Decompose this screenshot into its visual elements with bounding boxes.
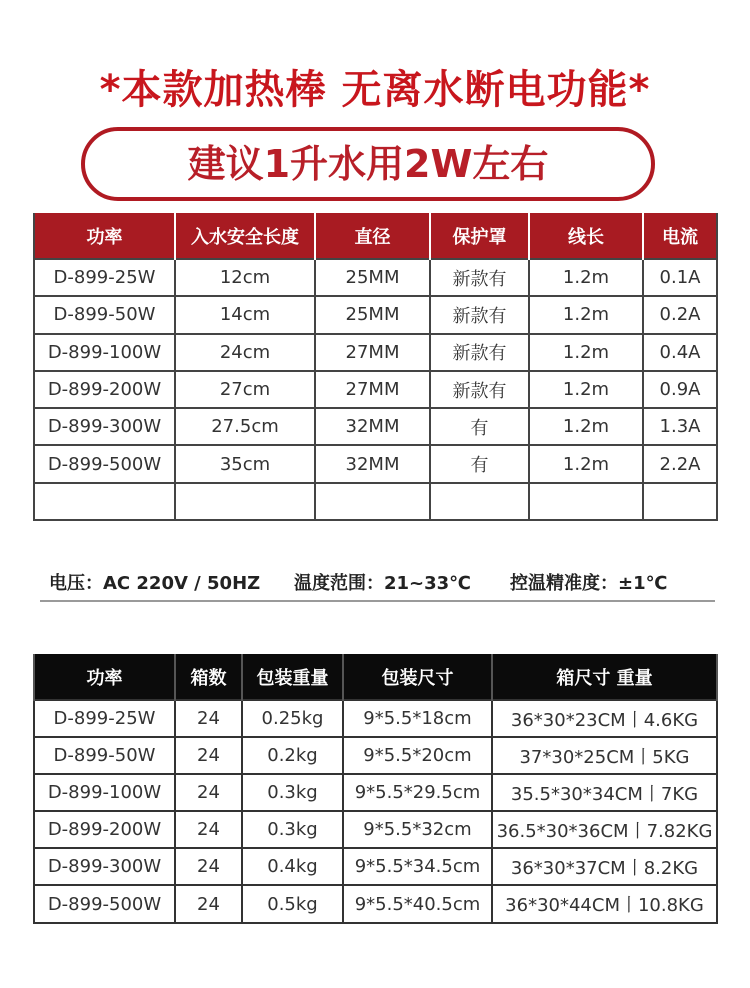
spec-table-row [34, 371, 717, 408]
spec-cell: 新款有 [430, 259, 529, 296]
packaging-cell: 0.4kg [242, 848, 343, 885]
spec-cell [175, 483, 315, 520]
headline-warning: *本款加热棒 无离水断电功能* [99, 67, 651, 113]
packaging-cell: 24 [175, 774, 242, 811]
spec-cell: 0.4A [643, 334, 717, 371]
packaging-cell: D-899-100W [34, 774, 175, 811]
packaging-cell: D-899-300W [34, 848, 175, 885]
packaging-table-row [34, 737, 717, 774]
spec-cell: D-899-500W [34, 445, 175, 482]
spec-table-row [34, 296, 717, 333]
spec-cell: 有 [430, 445, 529, 482]
spec-header-cell: 直径 [315, 213, 430, 259]
packaging-cell: 9*5.5*29.5cm [343, 774, 492, 811]
spec-table-row [34, 483, 717, 520]
spec-cell: D-899-100W [34, 334, 175, 371]
packaging-cell: D-899-25W [34, 700, 175, 737]
spec-cell: 32MM [315, 445, 430, 482]
packaging-cell: 36*30*23CM丨4.6KG [492, 700, 717, 737]
packaging-cell: 9*5.5*18cm [343, 700, 492, 737]
spec-cell: 12cm [175, 259, 315, 296]
packaging-cell: 9*5.5*32cm [343, 811, 492, 848]
spec-cell: D-899-300W [34, 408, 175, 445]
packaging-table-row [34, 774, 717, 811]
spec-cell: 24cm [175, 334, 315, 371]
spec-cell: 0.1A [643, 259, 717, 296]
spec-table-row [34, 408, 717, 445]
spec-cell: D-899-25W [34, 259, 175, 296]
packaging-cell: 36*30*44CM丨10.8KG [492, 885, 717, 922]
packaging-table [33, 654, 718, 924]
spec-header-cell: 功率 [34, 213, 175, 259]
spec-cell [34, 483, 175, 520]
packaging-cell: 0.3kg [242, 811, 343, 848]
temperature-precision-spec: 控温精准度：±1℃ [510, 573, 668, 594]
packaging-cell: 24 [175, 885, 242, 922]
packaging-cell: 9*5.5*34.5cm [343, 848, 492, 885]
packaging-header-cell: 包装尺寸 [343, 654, 492, 700]
spec-cell: 27cm [175, 371, 315, 408]
packaging-table-row [34, 811, 717, 848]
spec-header-cell: 保护罩 [430, 213, 529, 259]
packaging-cell: D-899-50W [34, 737, 175, 774]
spec-cell: 1.2m [529, 296, 643, 333]
spec-cell: 1.2m [529, 445, 643, 482]
spec-cell: 35cm [175, 445, 315, 482]
packaging-table-body [34, 700, 717, 923]
spec-cell: 1.3A [643, 408, 717, 445]
packaging-cell: 9*5.5*20cm [343, 737, 492, 774]
packaging-cell: 0.2kg [242, 737, 343, 774]
packaging-table-row [34, 885, 717, 922]
spec-header-cell: 电流 [643, 213, 717, 259]
packaging-header-cell: 箱尺寸 重量 [492, 654, 717, 700]
spec-cell: 27.5cm [175, 408, 315, 445]
spec-cell [643, 483, 717, 520]
spec-cell: 1.2m [529, 371, 643, 408]
spec-cell: 新款有 [430, 334, 529, 371]
spec-header-cell: 线长 [529, 213, 643, 259]
spec-header-cell: 入水安全长度 [175, 213, 315, 259]
packaging-table-header [34, 654, 717, 700]
spec-cell: 1.2m [529, 334, 643, 371]
spec-cell: 27MM [315, 371, 430, 408]
spec-table-body [34, 259, 717, 520]
packaging-header-cell: 包装重量 [242, 654, 343, 700]
packaging-cell: 9*5.5*40.5cm [343, 885, 492, 922]
packaging-cell: 36.5*30*36CM丨7.82KG [492, 811, 717, 848]
spec-cell: 32MM [315, 408, 430, 445]
packaging-cell: 0.25kg [242, 700, 343, 737]
spec-cell: 1.2m [529, 259, 643, 296]
spec-cell: D-899-50W [34, 296, 175, 333]
packaging-cell: 24 [175, 811, 242, 848]
packaging-cell: 24 [175, 737, 242, 774]
temperature-range-spec: 温度范围：21~33℃ [294, 573, 471, 594]
spec-table-row [34, 445, 717, 482]
spec-cell: 新款有 [430, 371, 529, 408]
packaging-cell: 0.5kg [242, 885, 343, 922]
spec-table-header [34, 213, 717, 259]
packaging-header-cell: 箱数 [175, 654, 242, 700]
packaging-cell: D-899-200W [34, 811, 175, 848]
packaging-table-row [34, 848, 717, 885]
spec-cell: 25MM [315, 296, 430, 333]
voltage-spec: 电压：AC 220V / 50HZ [49, 573, 261, 594]
packaging-cell: 24 [175, 700, 242, 737]
spec-cell: D-899-200W [34, 371, 175, 408]
spec-cell: 25MM [315, 259, 430, 296]
spec-cell [430, 483, 529, 520]
packaging-cell: 36*30*37CM丨8.2KG [492, 848, 717, 885]
spec-cell: 27MM [315, 334, 430, 371]
packaging-cell: D-899-500W [34, 885, 175, 922]
packaging-header-cell: 功率 [34, 654, 175, 700]
spec-table [33, 213, 718, 521]
spec-cell: 新款有 [430, 296, 529, 333]
spec-cell: 0.9A [643, 371, 717, 408]
packaging-cell: 0.3kg [242, 774, 343, 811]
spec-table-row [34, 259, 717, 296]
packaging-cell: 35.5*30*34CM丨7KG [492, 774, 717, 811]
spec-table-row [34, 334, 717, 371]
packaging-cell: 24 [175, 848, 242, 885]
packaging-cell: 37*30*25CM丨5KG [492, 737, 717, 774]
spec-cell [315, 483, 430, 520]
packaging-table-row [34, 700, 717, 737]
spec-cell: 2.2A [643, 445, 717, 482]
spec-cell: 1.2m [529, 408, 643, 445]
recommendation-banner: 建议1升水用2W左右 [81, 127, 655, 201]
electrical-specs [40, 568, 715, 602]
spec-cell [529, 483, 643, 520]
spec-cell: 有 [430, 408, 529, 445]
spec-cell: 14cm [175, 296, 315, 333]
spec-cell: 0.2A [643, 296, 717, 333]
